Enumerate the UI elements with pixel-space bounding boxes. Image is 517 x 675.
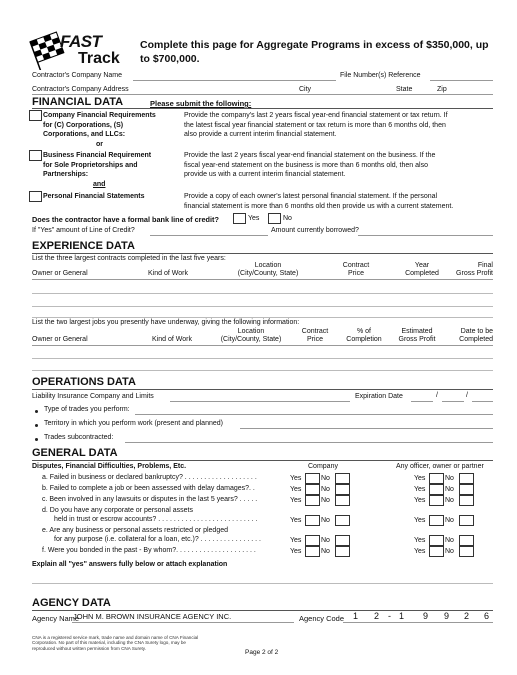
- agency-code-digit[interactable]: 2: [464, 611, 470, 621]
- explain-label: Explain all "yes" answers fully below or attach explanation: [32, 561, 228, 568]
- title-line-1: Complete this page for Aggregate Programs in excess of $350,000, up: [140, 39, 489, 51]
- bullet-icon: [35, 410, 38, 413]
- state-label: State: [396, 86, 413, 93]
- financial-rule: [32, 108, 493, 109]
- officer-no-checkbox[interactable]: [459, 495, 474, 506]
- completed-row-2[interactable]: [32, 306, 493, 307]
- company-no-checkbox[interactable]: [335, 495, 350, 506]
- yes-label: Yes: [414, 537, 426, 544]
- borrowed-label: Amount currently borrowed?: [271, 227, 359, 234]
- borrowed-field[interactable]: [358, 235, 493, 236]
- page-title: [140, 38, 489, 66]
- yes-label: Yes: [414, 486, 426, 493]
- completed-header-rule: [32, 279, 493, 280]
- question-d-text-1: d. Do you have any corporate or personal assets: [42, 507, 193, 514]
- question-f-text: f. Were you bonded in the past - By whom?. . . . . . . . . . . . . . . . . . . . .: [42, 547, 256, 554]
- question-d-text-2: held in trust or escrow accounts? . . . . . . . . . . . . . . . . . . . . . . . . . .: [54, 516, 258, 523]
- yes-label: Yes: [414, 548, 426, 555]
- logo-track: Track: [78, 50, 120, 67]
- or-label: or: [96, 141, 103, 148]
- operations-heading: OPERATIONS DATA: [32, 376, 136, 388]
- completed-contracts-intro: List the three largest contracts completed in the last five years:: [32, 255, 226, 262]
- officer-yes-checkbox[interactable]: [429, 515, 444, 526]
- col2-est-gross: Estimated Gross Profit: [398, 328, 436, 343]
- page-number: Page 2 of 2: [245, 649, 279, 656]
- expiration-month-field[interactable]: [411, 401, 433, 402]
- personal-financial-desc: Provide a copy of each owner's latest personal financial statement. If the personal financial statement is more than 6 months old then provide us with a current statement.: [184, 193, 454, 210]
- completed-row-3[interactable]: [32, 317, 493, 318]
- bank-line-yes-checkbox[interactable]: [233, 213, 246, 224]
- address-field[interactable]: [32, 94, 493, 95]
- col-owner: Owner or General: [32, 270, 88, 277]
- officer-no-checkbox[interactable]: [459, 473, 474, 484]
- company-yes-checkbox[interactable]: [305, 473, 320, 484]
- company-no-checkbox[interactable]: [335, 484, 350, 495]
- bullet-icon: [35, 438, 38, 441]
- col2-contract-price: Contract Price: [301, 328, 329, 343]
- agency-code-digit[interactable]: 9: [423, 611, 429, 621]
- agency-code-label: Agency Code: [299, 614, 345, 623]
- no-label: No: [445, 486, 454, 493]
- question-e-text-1: e. Are any business or personal assets restricted or pledged: [42, 527, 228, 534]
- and-label: and: [93, 181, 106, 188]
- officer-yes-checkbox[interactable]: [429, 484, 444, 495]
- company-yes-checkbox[interactable]: [305, 546, 320, 557]
- officer-yes-checkbox[interactable]: [429, 546, 444, 557]
- financial-heading: FINANCIAL DATA: [32, 96, 124, 108]
- agency-name-field: [72, 622, 294, 623]
- experience-heading: EXPERIENCE DATA: [32, 240, 135, 252]
- personal-financial-label: Personal Financial Statements: [43, 193, 145, 200]
- zip-label: Zip: [437, 86, 447, 93]
- loc-amount-field[interactable]: [150, 235, 268, 236]
- agency-code-field: [343, 622, 493, 623]
- company-no-checkbox[interactable]: [335, 546, 350, 557]
- territory-label: Territory in which you perform work (present and planned): [44, 420, 223, 427]
- officer-yes-checkbox[interactable]: [429, 535, 444, 546]
- no-label: No: [321, 517, 330, 524]
- yes-label: Yes: [290, 475, 302, 482]
- experience-rule: [32, 253, 493, 254]
- officer-col-label: Any officer, owner or partner: [396, 463, 484, 470]
- city-label: City: [299, 86, 312, 93]
- col-kind: Kind of Work: [148, 270, 188, 277]
- bank-line-no-checkbox[interactable]: [268, 213, 281, 224]
- disputes-label: Disputes, Financial Difficulties, Problems, Etc.: [32, 463, 187, 470]
- logo-fast: FAST: [60, 32, 102, 51]
- col-final-gross: Final Gross Profit: [456, 262, 493, 277]
- company-yes-checkbox[interactable]: [305, 535, 320, 546]
- col2-kind: Kind of Work: [152, 336, 192, 343]
- underway-row-2[interactable]: [32, 370, 493, 371]
- yes-label: Yes: [290, 497, 302, 504]
- agency-heading: AGENCY DATA: [32, 597, 111, 609]
- expiration-label: Expiration Date: [355, 393, 403, 400]
- underway-intro: List the two largest jobs you presently have underway, giving the following information:: [32, 319, 300, 326]
- corp-financial-checkbox[interactable]: [29, 110, 42, 121]
- question-c-text: c. Been involved in any lawsuits or disputes in the last 5 years? . . . . .: [42, 496, 258, 503]
- col2-completion: % of Completion: [346, 328, 382, 343]
- subcontracted-field[interactable]: [125, 442, 493, 443]
- no-label: No: [321, 497, 330, 504]
- liability-label: Liability Insurance Company and Limits: [32, 393, 154, 400]
- sole-prop-desc: Provide the last 2 years fiscal year-end financial statement on the business. If the fiscal year-end statement on the business is more than 6 months old, then also provide us with a current interim financial statement.: [184, 152, 436, 179]
- yes-label: Yes: [290, 548, 302, 555]
- yes-label: Yes: [290, 537, 302, 544]
- no-label: No: [321, 537, 330, 544]
- loc-amount-label: If "Yes" amount of Line of Credit?: [32, 227, 135, 234]
- company-name-label: Contractor's Company Name: [32, 72, 123, 79]
- question-b-text: b. Failed to complete a job or been assessed with delay damages?. .: [42, 485, 255, 492]
- corp-financial-desc: Provide the company's last 2 years fiscal year-end financial statement or tax return. If the latest fiscal year financial statement or tax return is more than 6 months old, then also provide a current interim financial statement.: [184, 112, 448, 139]
- officer-yes-checkbox[interactable]: [429, 495, 444, 506]
- company-yes-checkbox[interactable]: [305, 515, 320, 526]
- agency-name-label: Agency Name: [32, 614, 80, 623]
- no-label: No: [445, 548, 454, 555]
- agency-code-digit[interactable]: 1: [399, 611, 405, 621]
- bullet-icon: [35, 424, 38, 427]
- col-location: Location (City/County, State): [237, 262, 299, 277]
- agency-code-digit[interactable]: 9: [444, 611, 450, 621]
- yes-label: Yes: [414, 517, 426, 524]
- territory-field[interactable]: [240, 428, 493, 429]
- general-rule: [32, 460, 493, 461]
- file-ref-field[interactable]: [430, 80, 493, 81]
- company-no-checkbox[interactable]: [335, 515, 350, 526]
- bank-line-yes-label: Yes: [248, 215, 260, 222]
- financial-subheading: Please submit the following:: [150, 99, 252, 108]
- yes-label: Yes: [414, 497, 426, 504]
- col2-date-completed: Date to be Completed: [459, 328, 493, 343]
- sole-prop-checkbox[interactable]: [29, 150, 42, 161]
- bank-line-no-label: No: [283, 215, 292, 222]
- expiration-slash-1: /: [436, 392, 438, 399]
- expiration-slash-2: /: [466, 392, 468, 399]
- corp-financial-label: Company Financial Requirements for (C) Corporations, (S) Corporations, and LLCs:: [43, 112, 156, 139]
- question-e-text-2: for any purpose (i.e. collateral for a loan, etc.)? . . . . . . . . . . . . . . . .: [54, 536, 261, 543]
- personal-financial-checkbox[interactable]: [29, 191, 42, 202]
- yes-label: Yes: [290, 486, 302, 493]
- no-label: No: [321, 475, 330, 482]
- yes-label: Yes: [290, 517, 302, 524]
- bank-line-question: Does the contractor have a formal bank line of credit?: [32, 215, 219, 224]
- no-label: No: [445, 475, 454, 482]
- officer-no-checkbox[interactable]: [459, 515, 474, 526]
- yes-label: Yes: [414, 475, 426, 482]
- no-label: No: [321, 486, 330, 493]
- file-ref-label: File Number(s) Reference: [340, 72, 421, 79]
- trades-performed-label: Type of trades you perform:: [44, 406, 130, 413]
- agency-code-digit[interactable]: 2: [374, 611, 380, 621]
- officer-no-checkbox[interactable]: [459, 484, 474, 495]
- expiration-year-field[interactable]: [472, 401, 493, 402]
- subcontracted-label: Trades subcontracted:: [44, 434, 114, 441]
- underway-header-rule: [32, 345, 493, 346]
- agency-name-value[interactable]: JOHN M. BROWN INSURANCE AGENCY INC.: [73, 612, 232, 621]
- liability-field[interactable]: [170, 401, 350, 402]
- company-no-checkbox[interactable]: [335, 473, 350, 484]
- no-label: No: [445, 537, 454, 544]
- title-line-2: to $700,000.: [140, 53, 200, 65]
- company-yes-checkbox[interactable]: [305, 495, 320, 506]
- no-label: No: [445, 517, 454, 524]
- operations-rule: [32, 389, 493, 390]
- general-heading: GENERAL DATA: [32, 447, 118, 459]
- no-label: No: [445, 497, 454, 504]
- col-year-completed: Year Completed: [405, 262, 439, 277]
- expiration-day-field[interactable]: [442, 401, 464, 402]
- underway-row-1[interactable]: [32, 358, 493, 359]
- company-yes-checkbox[interactable]: [305, 484, 320, 495]
- officer-no-checkbox[interactable]: [459, 535, 474, 546]
- fast-track-logo: [28, 30, 118, 72]
- footer-note: CNA is a registered service mark, trade name and domain name of CNA Financial Corporation. No part of this material, including the CNA Surety logo, may be reproduced without written permission from CNA Surety.: [32, 635, 199, 651]
- officer-no-checkbox[interactable]: [459, 546, 474, 557]
- agency-code-dash: -: [388, 611, 391, 621]
- completed-row-1[interactable]: [32, 293, 493, 294]
- col2-owner: Owner or General: [32, 336, 88, 343]
- sole-prop-label: Business Financial Requirement for Sole Proprietorships and Partnerships:: [43, 152, 152, 179]
- no-label: No: [321, 548, 330, 555]
- question-a-text: a. Failed in business or declared bankruptcy? . . . . . . . . . . . . . . . . . . .: [42, 474, 257, 481]
- agency-code-digit[interactable]: 6: [484, 611, 490, 621]
- address-label: Contractor's Company Address: [32, 86, 129, 93]
- officer-yes-checkbox[interactable]: [429, 473, 444, 484]
- trades-performed-field[interactable]: [135, 414, 493, 415]
- col-contract-price: Contract Price: [342, 262, 370, 277]
- company-no-checkbox[interactable]: [335, 535, 350, 546]
- company-name-field[interactable]: [133, 80, 336, 81]
- explain-line-1[interactable]: [32, 583, 493, 584]
- agency-code-digit[interactable]: 1: [353, 611, 359, 621]
- col2-location: Location (City/County, State): [220, 328, 282, 343]
- company-col-label: Company: [308, 463, 338, 470]
